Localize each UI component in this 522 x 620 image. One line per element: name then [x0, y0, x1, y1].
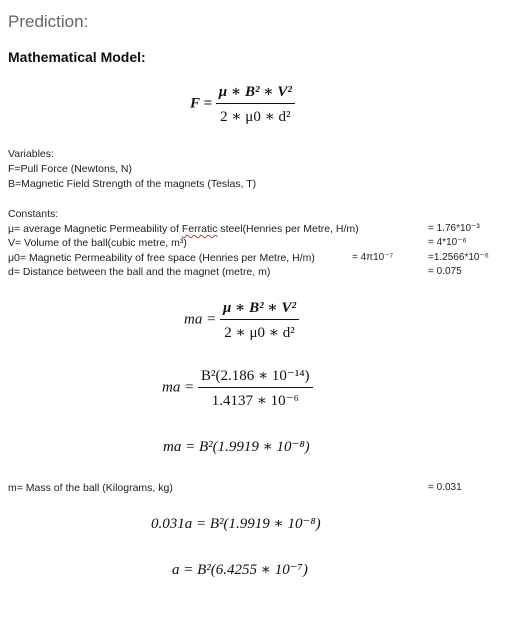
equation-2-lhs: ma = [162, 379, 195, 396]
model-numerator: μ ∗ B² ∗ V² [216, 82, 295, 104]
constant-v: V= Volume of the ball(cubic metre, m³) [8, 237, 187, 249]
page-title: Prediction: [8, 12, 89, 31]
constant-mu0-value: =1.2566*10⁻⁶ [428, 252, 489, 263]
constant-mu-value: = 1.76*10⁻³ [428, 223, 480, 234]
model-lhs: F = [190, 95, 213, 112]
equation-2-numerator: B²(2.186 ∗ 10⁻¹⁴) [198, 366, 313, 388]
constant-mu-misspelled: Ferratic [181, 223, 218, 235]
constant-mu [8, 223, 359, 235]
variable-f: F=Pull Force (Newtons, N) [8, 163, 132, 175]
equation-2-fraction [198, 366, 313, 410]
constant-mu0: μ0= Magnetic Permeability of free space (Henries per Metre, H/m) [8, 252, 315, 264]
variable-b: B=Magnetic Field Strength of the magnets (Teslas, T) [8, 178, 257, 190]
equation-1-fraction [220, 298, 299, 342]
mass-label: m= Mass of the ball (Kilograms, kg) [8, 482, 173, 494]
section-heading: Mathematical Model: [8, 49, 146, 65]
equation-1-numerator: μ ∗ B² ∗ V² [220, 298, 299, 320]
constant-mu-suffix: steel(Henries per Metre, H/m) [217, 223, 359, 235]
constant-v-value: = 4*10⁻⁶ [428, 237, 467, 248]
equation-3: ma = B²(1.9919 ∗ 10⁻⁸) [163, 439, 310, 455]
constant-d: d= Distance between the ball and the magnet (metre, m) [8, 266, 271, 278]
constant-mu-prefix: μ= average Magnetic Permeability of [8, 223, 182, 235]
model-denominator: 2 ∗ μ0 ∗ d² [220, 109, 291, 125]
equation-5: a = B²(6.4255 ∗ 10⁻⁷) [172, 562, 308, 578]
equation-2-denominator: 1.4137 ∗ 10⁻⁶ [211, 393, 299, 409]
equation-1 [184, 298, 299, 342]
model-formula [190, 82, 295, 126]
variables-header: Variables: [8, 148, 54, 160]
constant-d-value: = 0.075 [428, 266, 462, 277]
equation-1-lhs: ma = [184, 311, 217, 328]
model-fraction [216, 82, 295, 126]
constants-header: Constants: [8, 208, 59, 220]
equation-1-denominator: 2 ∗ μ0 ∗ d² [224, 325, 295, 341]
constant-mu0-expression: = 4π10⁻⁷ [352, 252, 394, 263]
equation-4: 0.031a = B²(1.9919 ∗ 10⁻⁸) [151, 516, 321, 532]
mass-value: = 0.031 [428, 482, 462, 493]
equation-2 [162, 366, 313, 410]
